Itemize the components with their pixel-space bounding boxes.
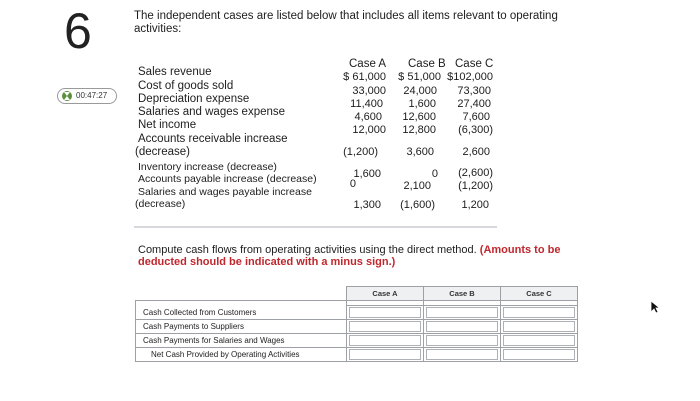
answer-row-label: Cash Payments for Salaries and Wages <box>136 334 347 348</box>
answer-input-payments-salaries-case-b[interactable] <box>424 334 501 348</box>
case-c-value: 27,400 <box>457 98 491 110</box>
answer-input-payments-salaries-case-c[interactable] <box>501 334 578 348</box>
answer-table-corner <box>136 287 347 301</box>
case-c-value: (1,200) <box>458 180 493 192</box>
answer-header-case-c: Case C <box>501 287 578 301</box>
answer-input-cash-collected-case-b[interactable] <box>424 306 501 320</box>
answer-input-payments-suppliers-case-a[interactable] <box>347 320 424 334</box>
case-a-value: 12,000 <box>352 124 386 136</box>
answer-input-cash-collected-case-c[interactable] <box>501 306 578 320</box>
answer-header-case-a: Case A <box>347 287 424 301</box>
row-label: Depreciation expense <box>138 93 250 105</box>
case-c-value: (6,300) <box>458 124 493 136</box>
question-number: 6 <box>64 3 92 59</box>
row-label: Salaries and wages expense <box>138 106 286 118</box>
case-c-value: 1,200 <box>461 199 489 211</box>
case-c-value: 73,300 <box>457 85 491 97</box>
case-b-value: 12,800 <box>402 124 436 136</box>
answer-row-label: Cash Collected from Customers <box>136 306 347 320</box>
case-a-value: 1,600 <box>353 168 381 180</box>
case-b-header: Case B <box>408 58 446 70</box>
answer-row-label: Net Cash Provided by Operating Activities <box>136 348 347 362</box>
case-a-value: (1,200) <box>343 146 378 158</box>
section-divider <box>134 226 497 228</box>
case-a-header: Case A <box>349 58 387 70</box>
answer-input-payments-suppliers-case-b[interactable] <box>424 320 501 334</box>
answer-input-net-cash-case-a[interactable] <box>347 348 424 362</box>
hourglass-icon <box>62 91 72 101</box>
case-c-header: Case C <box>455 58 494 70</box>
instruction-text <box>138 244 588 268</box>
answer-input-payments-suppliers-case-c[interactable] <box>501 320 578 334</box>
row-label: Salaries and wages payable increase <box>138 186 312 198</box>
case-b-value: $ 51,000 <box>398 71 441 83</box>
answer-row-label: Cash Payments to Suppliers <box>136 320 347 334</box>
timer-badge[interactable] <box>57 88 117 104</box>
case-c-value: 2,600 <box>462 146 490 158</box>
case-b-value: (1,600) <box>400 199 435 211</box>
answer-header-case-b: Case B <box>424 287 501 301</box>
row-label: Sales revenue <box>138 66 212 78</box>
row-label: Accounts payable increase (decrease) <box>138 173 317 185</box>
row-label: Inventory increase (decrease) <box>138 161 277 173</box>
instruction-main: Compute cash flows from operating activities using the direct method. <box>138 244 477 256</box>
case-a-value: $ 61,000 <box>343 71 386 83</box>
case-b-value: 12,600 <box>402 111 436 123</box>
case-a-value: 33,000 <box>352 85 386 97</box>
case-a-value: 11,400 <box>350 98 383 110</box>
row-label: Cost of goods sold <box>138 80 234 92</box>
mouse-cursor-icon <box>650 300 660 314</box>
answer-input-cash-collected-case-a[interactable] <box>347 306 424 320</box>
case-b-value: 0 <box>431 168 438 180</box>
case-c-value: $102,000 <box>447 71 493 83</box>
answer-row <box>136 334 578 348</box>
answer-input-net-cash-case-b[interactable] <box>424 348 501 362</box>
instruction-note: (Amounts to be deducted should be indicated with a minus sign.) <box>138 244 561 268</box>
case-b-value: 2,100 <box>403 180 431 192</box>
answer-input-net-cash-case-c[interactable] <box>501 348 578 362</box>
answer-table <box>135 286 578 362</box>
case-c-value: (2,600) <box>458 167 493 179</box>
row-label: Net income <box>138 119 197 131</box>
answer-row <box>136 306 578 320</box>
row-label-cont: (decrease) <box>135 198 186 210</box>
answer-input-payments-salaries-case-a[interactable] <box>347 334 424 348</box>
case-b-value: 1,600 <box>408 98 436 110</box>
timer-value: 00:47:27 <box>76 91 108 100</box>
answer-row <box>136 320 578 334</box>
row-label: Accounts receivable increase <box>138 133 288 145</box>
case-b-value: 3,600 <box>406 146 434 158</box>
case-a-value: 4,600 <box>354 111 382 123</box>
case-b-value: 24,000 <box>403 85 437 97</box>
case-a-value: 0 <box>349 178 356 190</box>
intro-text: The independent cases are listed below that includes all items relevant to operating activities: <box>134 10 558 35</box>
case-a-value: 1,300 <box>353 199 381 211</box>
case-c-value: 7,600 <box>462 111 490 123</box>
answer-row <box>136 348 578 362</box>
row-label-cont: (decrease) <box>135 146 190 158</box>
